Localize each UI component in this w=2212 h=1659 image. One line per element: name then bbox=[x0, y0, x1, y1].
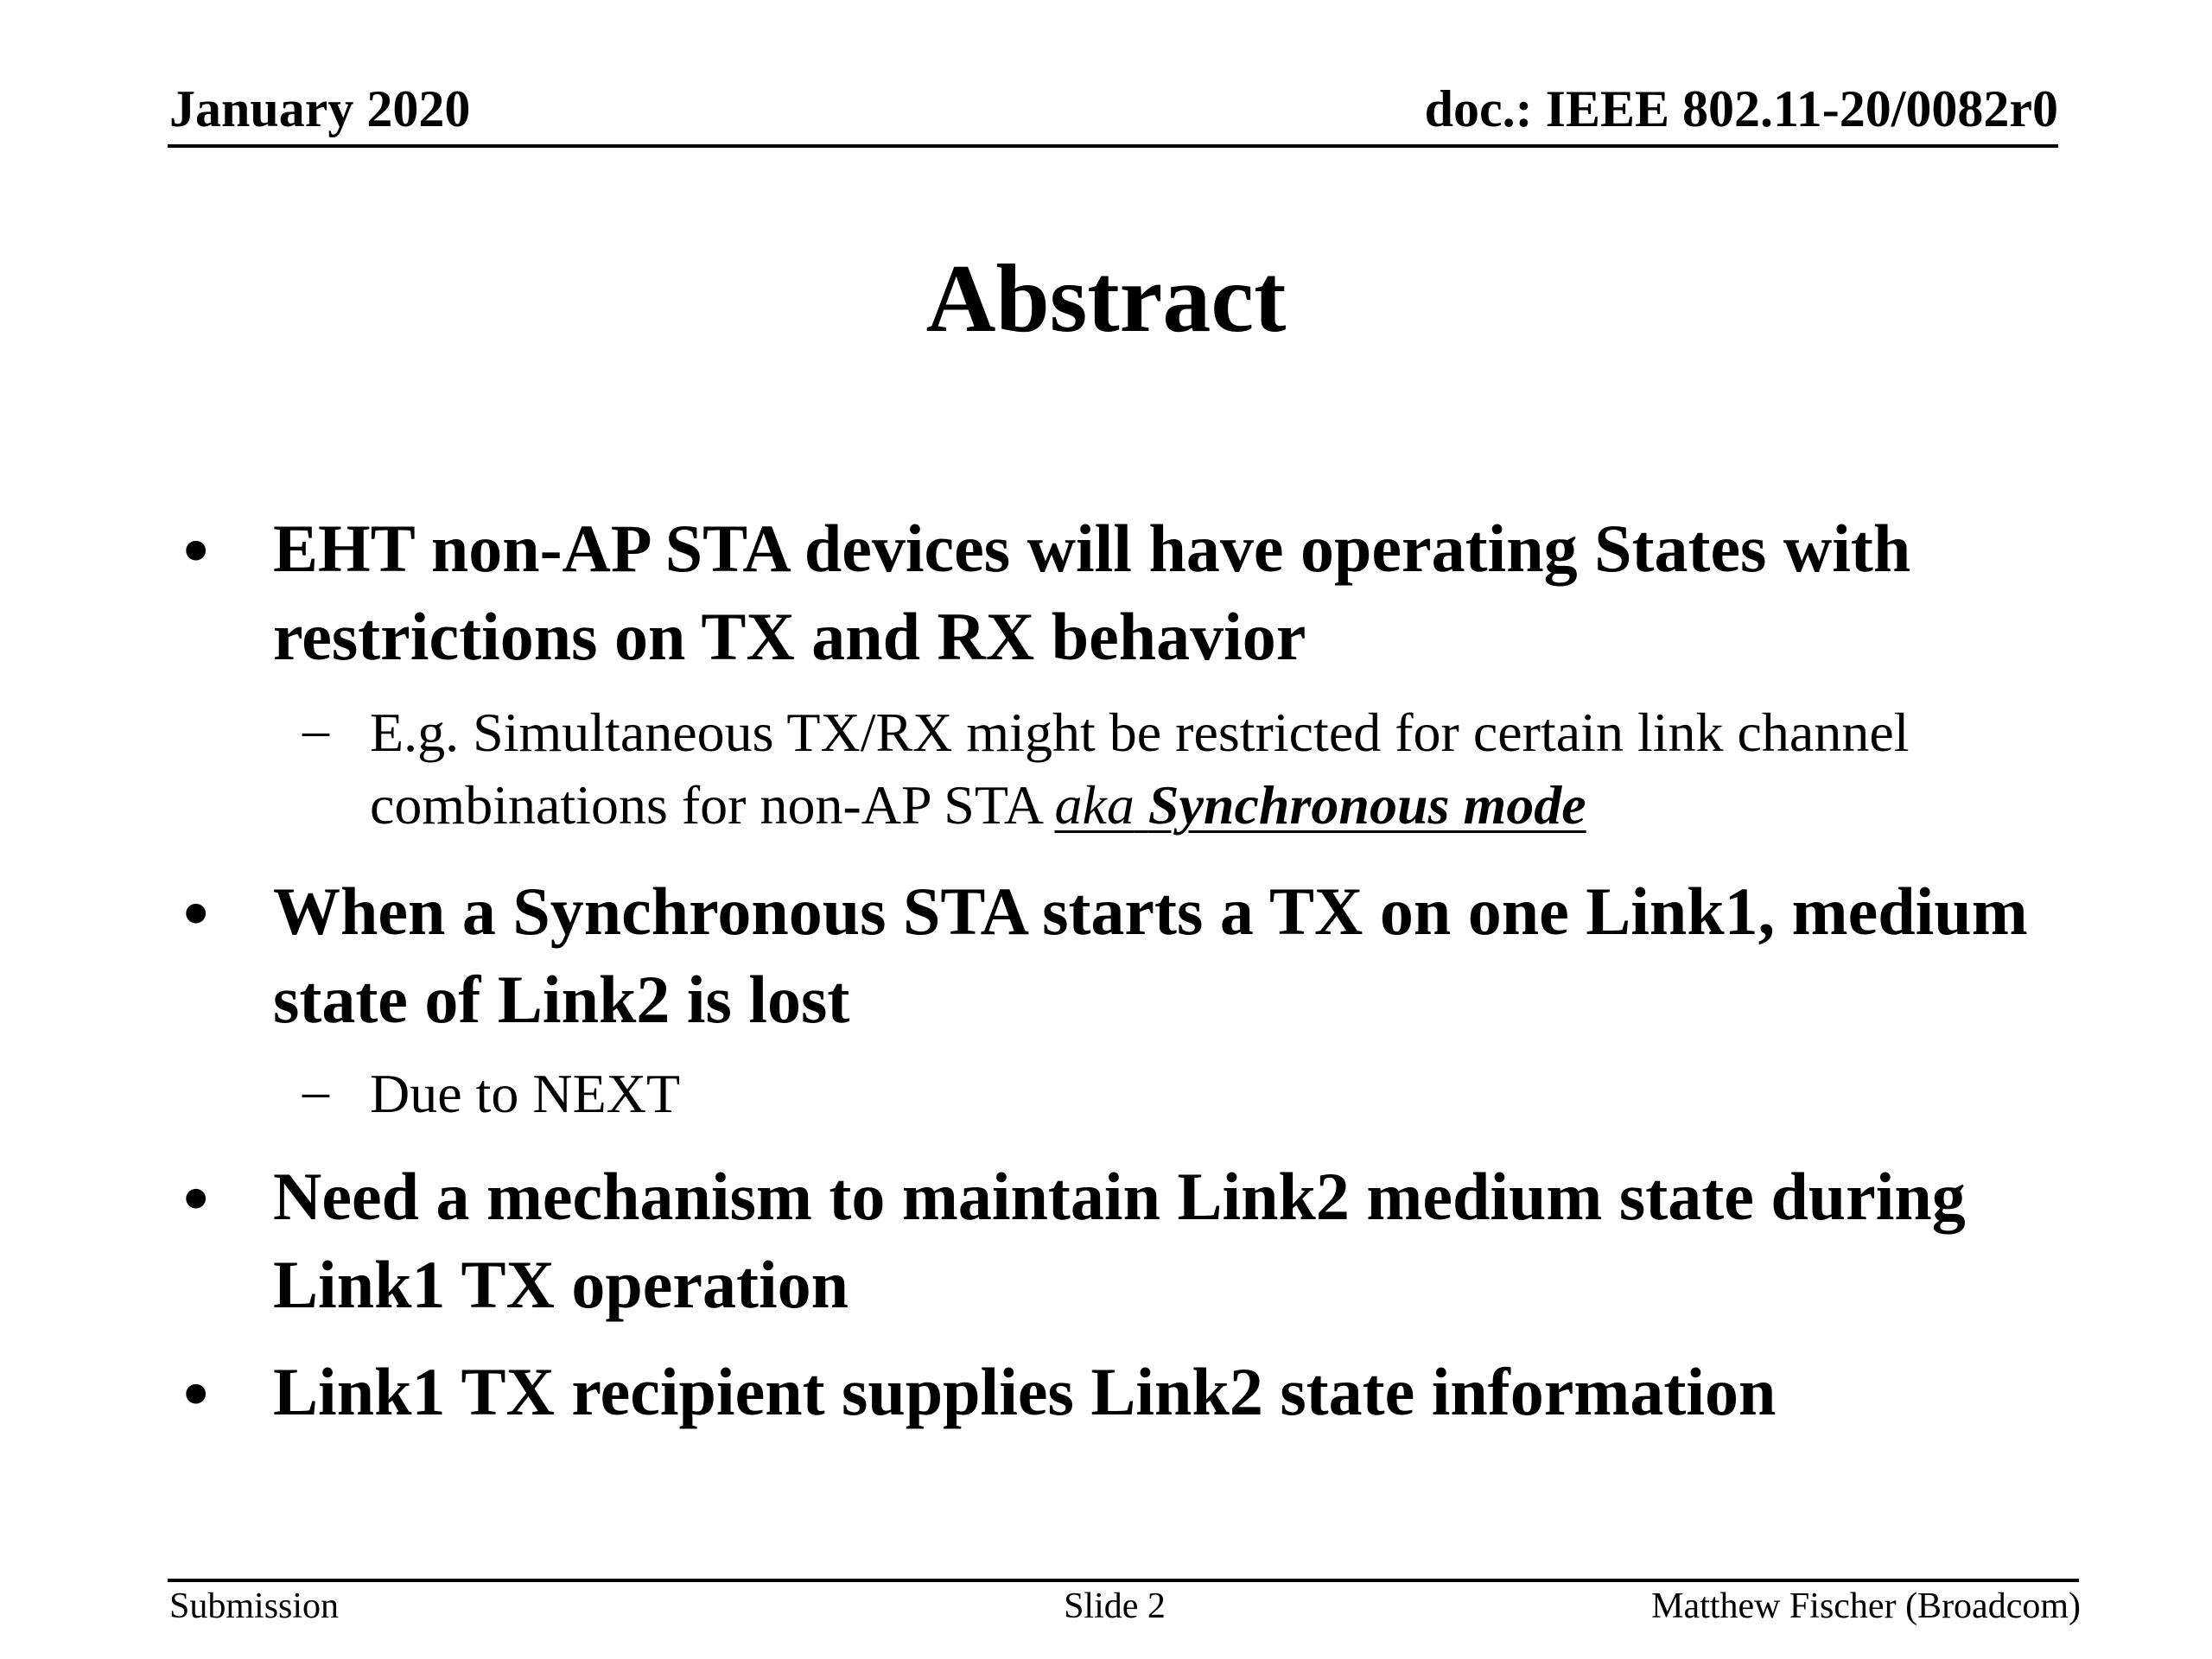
footer-divider bbox=[168, 1579, 2079, 1582]
bullet-marker: • bbox=[183, 874, 209, 954]
footer-slide-number: Slide 2 bbox=[1064, 1586, 1166, 1626]
slide-title: Abstract bbox=[925, 245, 1287, 353]
aka-text: aka bbox=[1054, 774, 1135, 836]
sub-bullet-text bbox=[370, 696, 2055, 842]
bullet-text: When a Synchronous STA starts a TX on one Link1, medium state of Link2 is lost bbox=[273, 874, 2028, 1037]
bullet-marker: • bbox=[183, 1354, 209, 1434]
sub-bullet-marker: – bbox=[302, 701, 329, 760]
footer-author: Matthew Fischer (Broadcom) bbox=[1651, 1586, 2081, 1626]
header-date: January 2020 bbox=[169, 80, 471, 137]
bullet-text: Link1 TX recipient supplies Link2 state information bbox=[273, 1354, 1777, 1429]
bullet-marker: • bbox=[183, 511, 209, 591]
footer-submission: Submission bbox=[169, 1586, 340, 1626]
sub-bullet-marker: – bbox=[302, 1062, 329, 1121]
synchronous-mode-emphasis: Synchronous mode bbox=[1147, 774, 1586, 836]
header-doc-id: doc.: IEEE 802.11-20/0082r0 bbox=[1424, 80, 2058, 137]
bullet-text: Need a mechanism to maintain Link2 medium state during Link1 TX operation bbox=[273, 1159, 1966, 1322]
bullet-text: EHT non-AP STA devices will have operating States with restrictions on TX and RX behavior bbox=[273, 511, 1911, 674]
bullet-marker: • bbox=[183, 1159, 209, 1239]
sub-bullet-text: Due to NEXT bbox=[370, 1063, 681, 1124]
sub-bullet-main-text: E.g. Simultaneous TX/RX might be restricted for certain link channel combinations for non-AP STA bbox=[370, 702, 1910, 836]
